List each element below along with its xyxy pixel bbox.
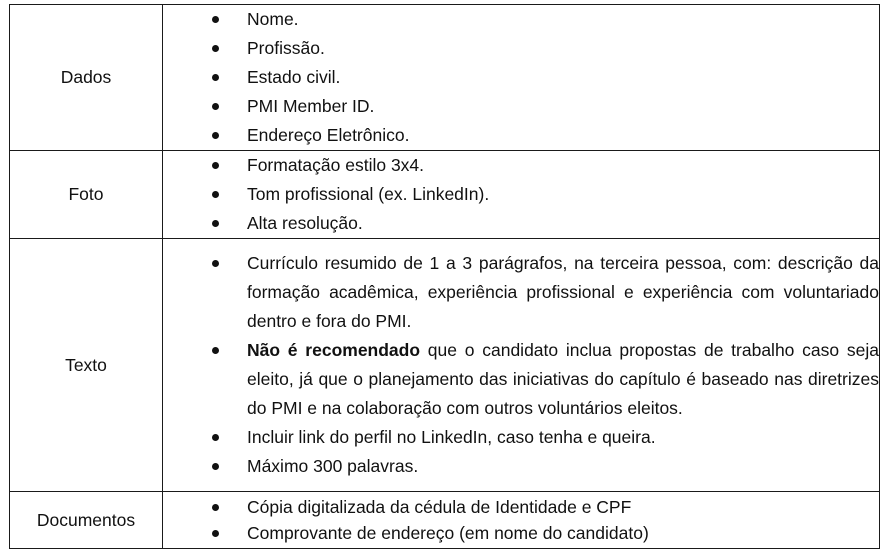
list-item-text: Cópia digitalizada da cédula de Identidade e CPF [247, 497, 632, 517]
list-item [163, 520, 879, 546]
bullet-icon [212, 45, 219, 52]
row-content-dados [163, 5, 880, 151]
bullet-list-dados [163, 5, 879, 150]
list-item-emphasis: Não é recomendado [247, 340, 421, 360]
row-label-documentos: Documentos [10, 492, 163, 549]
list-item-text: Máximo 300 palavras. [247, 456, 419, 476]
bullet-icon [212, 530, 219, 537]
bullet-list-texto [163, 249, 879, 481]
list-item [163, 452, 879, 481]
bullet-icon [212, 463, 219, 470]
row-label-texto: Texto [10, 239, 163, 492]
list-item-text: Estado civil. [247, 67, 341, 87]
list-item-text: PMI Member ID. [247, 96, 375, 116]
list-item-text: Tom profissional (ex. LinkedIn). [247, 184, 490, 204]
bullet-icon [212, 132, 219, 139]
bullet-icon [212, 220, 219, 227]
bullet-list-foto [163, 151, 879, 238]
list-item-text: Incluir link do perfil no LinkedIn, caso tenha e queira. [247, 427, 656, 447]
list-item [163, 249, 879, 336]
bullet-icon [212, 260, 219, 267]
bullet-icon [212, 103, 219, 110]
list-item [163, 336, 879, 423]
list-item-text: Profissão. [247, 38, 325, 58]
table-row-foto [10, 151, 880, 239]
list-item [163, 5, 879, 34]
bullet-list-documentos [163, 494, 879, 546]
bullet-icon [212, 16, 219, 23]
table-row-texto [10, 239, 880, 492]
row-content-texto [163, 239, 880, 492]
bullet-icon [212, 74, 219, 81]
list-item [163, 180, 879, 209]
list-item-text: Formatação estilo 3x4. [247, 155, 425, 175]
list-item [163, 121, 879, 150]
list-item [163, 63, 879, 92]
list-item [163, 494, 879, 520]
list-item-text: Comprovante de endereço (em nome do candidato) [247, 523, 649, 543]
list-item-text: Alta resolução. [247, 213, 363, 233]
list-item [163, 92, 879, 121]
table-row-dados [10, 5, 880, 151]
row-label-foto: Foto [10, 151, 163, 239]
list-item [163, 151, 879, 180]
requirements-table [9, 4, 880, 549]
bullet-icon [212, 434, 219, 441]
list-item-text: Endereço Eletrônico. [247, 125, 410, 145]
list-item-text: que o candidato inclua propostas de trabalho caso seja eleito, já que o planejamento das iniciativas do capítulo é baseado nas diretrizes do PMI e na colaboração com outros voluntários eleitos. [247, 340, 879, 418]
list-item-text: Nome. [247, 9, 299, 29]
list-item-text: Currículo resumido de 1 a 3 parágrafos, na terceira pessoa, com: descrição da formação acadêmica, experiência profissional e experiência com voluntariado dentro e fora do PMI. [247, 253, 879, 331]
row-content-documentos [163, 492, 880, 549]
list-item [163, 34, 879, 63]
bullet-icon [212, 347, 219, 354]
row-content-foto [163, 151, 880, 239]
bullet-icon [212, 191, 219, 198]
list-item [163, 209, 879, 238]
row-label-dados: Dados [10, 5, 163, 151]
bullet-icon [212, 162, 219, 169]
list-item [163, 423, 879, 452]
bullet-icon [212, 504, 219, 511]
table-row-documentos [10, 492, 880, 549]
